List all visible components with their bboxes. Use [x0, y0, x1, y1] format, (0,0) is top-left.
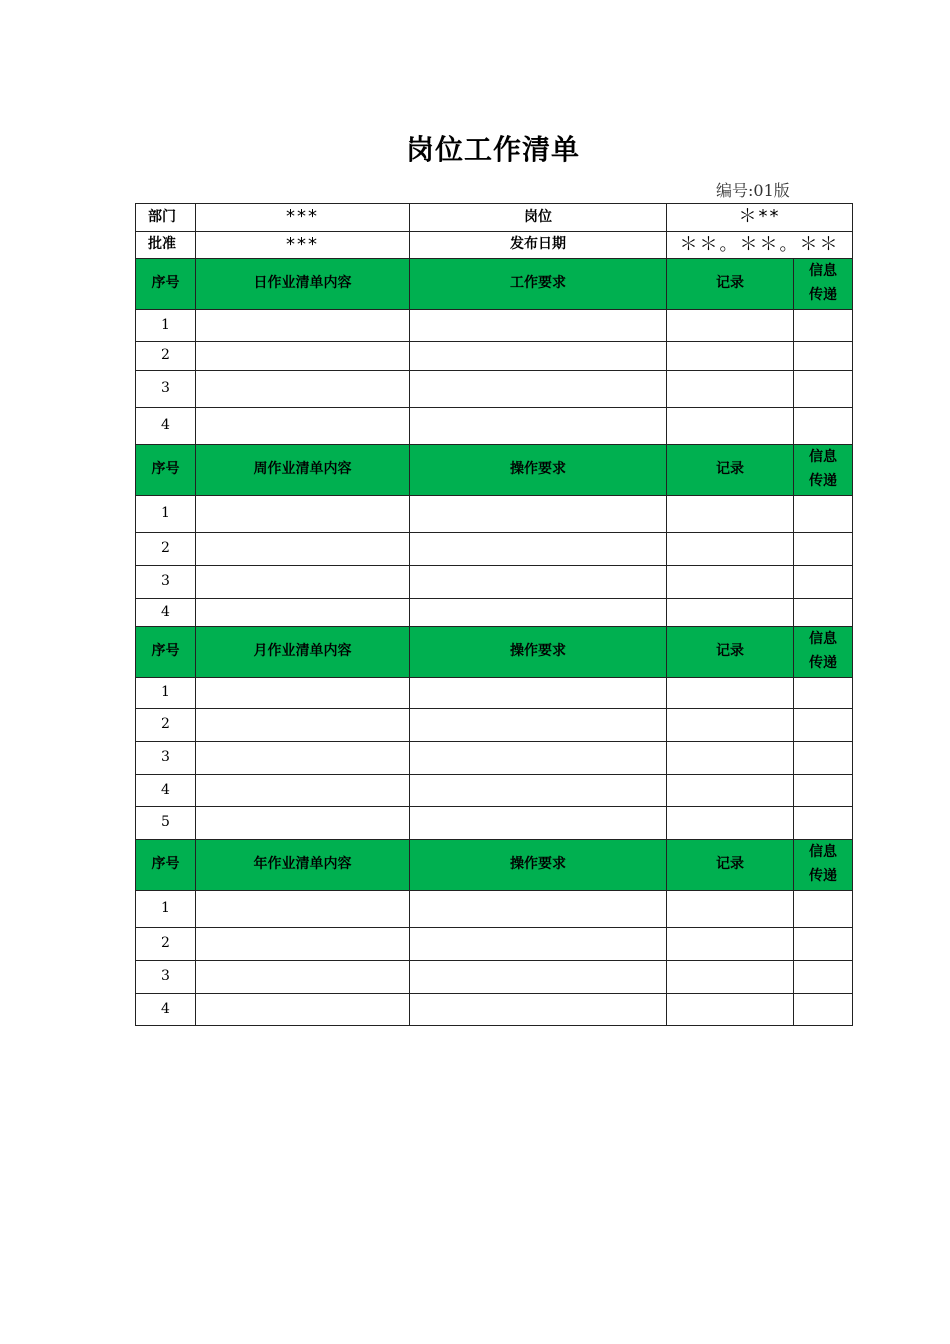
page-title: 岗位工作清单 — [405, 133, 580, 166]
requirement-header: 操作要求 — [410, 445, 667, 496]
requirement-cell[interactable] — [410, 371, 667, 408]
row-number: 3 — [136, 566, 196, 599]
info-transfer-header-line2: 传递 — [809, 868, 837, 884]
document-number: 编号:01版 — [716, 181, 790, 200]
record-cell[interactable] — [667, 928, 794, 961]
record-cell[interactable] — [667, 807, 794, 840]
record-cell[interactable] — [667, 371, 794, 408]
record-cell[interactable] — [667, 566, 794, 599]
table-row — [136, 599, 853, 627]
info-transfer-cell[interactable] — [794, 678, 853, 709]
row-number: 3 — [136, 961, 196, 994]
row-number: 2 — [136, 928, 196, 961]
sections-body — [136, 259, 853, 1026]
content-cell[interactable] — [196, 775, 410, 807]
table-row — [136, 994, 853, 1026]
record-header: 记录 — [667, 627, 794, 678]
info-transfer-cell[interactable] — [794, 599, 853, 627]
content-cell[interactable] — [196, 408, 410, 445]
info-transfer-cell[interactable] — [794, 961, 853, 994]
seq-header: 序号 — [136, 445, 196, 496]
requirement-cell[interactable] — [410, 342, 667, 371]
content-cell[interactable] — [196, 678, 410, 709]
info-row-dept — [136, 204, 853, 232]
row-number: 2 — [136, 709, 196, 742]
content-header: 日作业清单内容 — [196, 259, 410, 310]
content-cell[interactable] — [196, 533, 410, 566]
content-cell[interactable] — [196, 994, 410, 1026]
requirement-cell[interactable] — [410, 566, 667, 599]
record-cell[interactable] — [667, 742, 794, 775]
info-transfer-cell[interactable] — [794, 371, 853, 408]
table-row — [136, 566, 853, 599]
content-cell[interactable] — [196, 742, 410, 775]
date-value[interactable]: ＊＊。＊＊。＊＊ — [667, 232, 853, 259]
info-transfer-cell[interactable] — [794, 566, 853, 599]
table-row — [136, 891, 853, 928]
dept-label: 部门 — [136, 204, 196, 232]
requirement-cell[interactable] — [410, 775, 667, 807]
requirement-cell[interactable] — [410, 408, 667, 445]
info-transfer-header — [794, 259, 853, 310]
seq-header: 序号 — [136, 627, 196, 678]
record-cell[interactable] — [667, 342, 794, 371]
section-header-row — [136, 259, 853, 310]
seq-header: 序号 — [136, 259, 196, 310]
row-number: 1 — [136, 678, 196, 709]
requirement-header: 操作要求 — [410, 627, 667, 678]
requirement-header: 操作要求 — [410, 840, 667, 891]
content-cell[interactable] — [196, 709, 410, 742]
record-cell[interactable] — [667, 310, 794, 342]
info-transfer-header — [794, 840, 853, 891]
info-transfer-header-line1: 信息 — [809, 449, 837, 466]
table-row — [136, 408, 853, 445]
info-transfer-cell[interactable] — [794, 709, 853, 742]
record-cell[interactable] — [667, 961, 794, 994]
info-transfer-header-line2: 传递 — [809, 473, 837, 489]
row-number: 2 — [136, 342, 196, 371]
row-number: 4 — [136, 775, 196, 807]
table-row — [136, 342, 853, 371]
record-cell[interactable] — [667, 891, 794, 928]
content-cell[interactable] — [196, 310, 410, 342]
table-row — [136, 678, 853, 709]
seq-header: 序号 — [136, 840, 196, 891]
dept-value[interactable]: *** — [196, 204, 410, 232]
info-transfer-header-line1: 信息 — [809, 631, 837, 648]
content-cell[interactable] — [196, 807, 410, 840]
info-transfer-cell[interactable] — [794, 496, 853, 533]
row-number: 5 — [136, 807, 196, 840]
table-row — [136, 928, 853, 961]
table-row — [136, 310, 853, 342]
info-transfer-header — [794, 627, 853, 678]
requirement-cell[interactable] — [410, 599, 667, 627]
requirement-cell[interactable] — [410, 678, 667, 709]
record-cell[interactable] — [667, 709, 794, 742]
info-row-approve — [136, 232, 853, 259]
info-transfer-cell[interactable] — [794, 742, 853, 775]
content-cell[interactable] — [196, 928, 410, 961]
content-cell[interactable] — [196, 371, 410, 408]
table-row — [136, 371, 853, 408]
row-number: 1 — [136, 891, 196, 928]
info-transfer-header-line2: 传递 — [809, 655, 837, 671]
requirement-cell[interactable] — [410, 961, 667, 994]
content-header: 年作业清单内容 — [196, 840, 410, 891]
info-transfer-cell[interactable] — [794, 775, 853, 807]
job-checklist-table — [135, 203, 853, 1026]
record-cell[interactable] — [667, 775, 794, 807]
info-transfer-cell[interactable] — [794, 994, 853, 1026]
post-label: 岗位 — [410, 204, 667, 232]
table-row — [136, 807, 853, 840]
table-row — [136, 961, 853, 994]
requirement-cell[interactable] — [410, 928, 667, 961]
info-transfer-header — [794, 445, 853, 496]
row-number: 2 — [136, 533, 196, 566]
section-header-row — [136, 445, 853, 496]
row-number: 4 — [136, 994, 196, 1026]
record-cell[interactable] — [667, 496, 794, 533]
info-transfer-cell[interactable] — [794, 342, 853, 371]
date-label: 发布日期 — [410, 232, 667, 259]
post-value[interactable]: ＊** — [667, 204, 853, 232]
content-cell[interactable] — [196, 599, 410, 627]
approve-value[interactable]: *** — [196, 232, 410, 259]
content-cell[interactable] — [196, 496, 410, 533]
row-number: 4 — [136, 599, 196, 627]
approve-label: 批准 — [136, 232, 196, 259]
requirement-header: 工作要求 — [410, 259, 667, 310]
record-cell[interactable] — [667, 408, 794, 445]
row-number: 3 — [136, 371, 196, 408]
requirement-cell[interactable] — [410, 310, 667, 342]
requirement-cell[interactable] — [410, 994, 667, 1026]
content-cell[interactable] — [196, 566, 410, 599]
record-cell[interactable] — [667, 599, 794, 627]
content-header: 月作业清单内容 — [196, 627, 410, 678]
table-row — [136, 709, 853, 742]
requirement-cell[interactable] — [410, 709, 667, 742]
info-transfer-cell[interactable] — [794, 310, 853, 342]
record-cell[interactable] — [667, 678, 794, 709]
info-transfer-cell[interactable] — [794, 408, 853, 445]
requirement-cell[interactable] — [410, 807, 667, 840]
row-number: 3 — [136, 742, 196, 775]
record-header: 记录 — [667, 445, 794, 496]
info-transfer-header-line1: 信息 — [809, 844, 837, 861]
info-transfer-cell[interactable] — [794, 891, 853, 928]
info-transfer-cell[interactable] — [794, 807, 853, 840]
record-cell[interactable] — [667, 533, 794, 566]
info-transfer-header-line2: 传递 — [809, 287, 837, 303]
table-row — [136, 496, 853, 533]
row-number: 1 — [136, 310, 196, 342]
section-header-row — [136, 840, 853, 891]
table-row — [136, 742, 853, 775]
row-number: 4 — [136, 408, 196, 445]
record-cell[interactable] — [667, 994, 794, 1026]
requirement-cell[interactable] — [410, 742, 667, 775]
content-cell[interactable] — [196, 961, 410, 994]
row-number: 1 — [136, 496, 196, 533]
requirement-cell[interactable] — [410, 496, 667, 533]
requirement-cell[interactable] — [410, 533, 667, 566]
info-transfer-header-line1: 信息 — [809, 263, 837, 280]
record-header: 记录 — [667, 840, 794, 891]
table-row — [136, 533, 853, 566]
table-row — [136, 775, 853, 807]
info-transfer-cell[interactable] — [794, 533, 853, 566]
record-header: 记录 — [667, 259, 794, 310]
content-cell[interactable] — [196, 342, 410, 371]
content-cell[interactable] — [196, 891, 410, 928]
content-header: 周作业清单内容 — [196, 445, 410, 496]
info-transfer-cell[interactable] — [794, 928, 853, 961]
section-header-row — [136, 627, 853, 678]
requirement-cell[interactable] — [410, 891, 667, 928]
